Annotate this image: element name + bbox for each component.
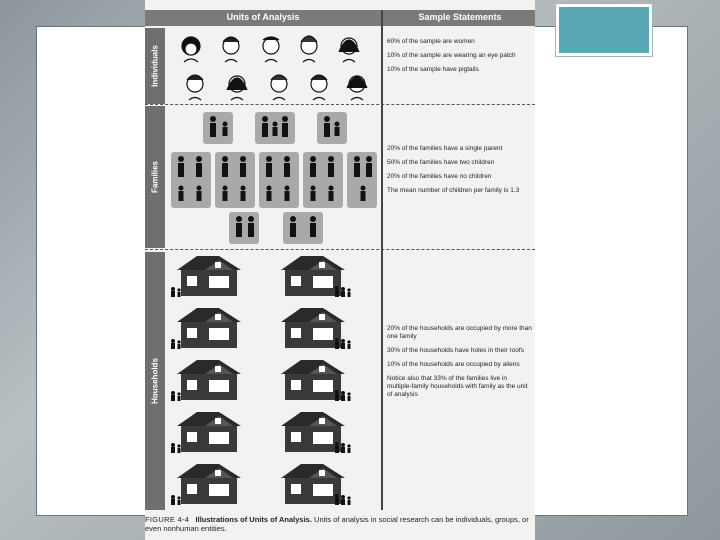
face-icon (271, 75, 287, 100)
house-icon (281, 256, 351, 297)
individuals-label: Individuals (150, 45, 160, 87)
person-icon (248, 216, 254, 237)
statement: 60% of the sample are women (387, 38, 475, 45)
statement: 50% of the families have two children (387, 159, 495, 166)
statement: 10% of the sample are wearing an eye patch (387, 52, 516, 59)
person-icon (324, 116, 330, 137)
person-icon (210, 116, 216, 137)
person-icon (266, 156, 272, 177)
section-divider (145, 104, 535, 105)
face-icon (301, 36, 317, 62)
house-icon (281, 308, 351, 349)
statement: Notice also that 33% of the families live in multiple-family households with family as the unit of analysis (387, 375, 528, 398)
statements-header: Sample Statements (418, 12, 502, 22)
person-icon (290, 216, 296, 237)
house-icon (171, 464, 241, 505)
person-icon (282, 116, 288, 137)
person-icon (335, 122, 340, 137)
households-tab (145, 252, 165, 510)
house-icon (171, 256, 241, 297)
person-icon (267, 186, 272, 202)
teal-accent-box (556, 4, 652, 56)
statement: The mean number of children per family is 1.3 (387, 187, 520, 194)
person-icon (273, 122, 278, 137)
scanned-figure (145, 0, 535, 540)
person-icon (196, 156, 202, 177)
person-icon (310, 216, 316, 237)
families-tab (145, 106, 165, 248)
family-groups (169, 110, 379, 246)
person-icon (223, 122, 228, 137)
house-icon (171, 308, 241, 349)
families-label: Families (150, 160, 160, 194)
person-icon (328, 156, 334, 177)
person-icon (284, 156, 290, 177)
household-drawings (171, 254, 379, 510)
house-icon (281, 360, 351, 401)
face-icon (347, 76, 367, 100)
person-icon (310, 156, 316, 177)
person-icon (179, 186, 184, 202)
families-statements (387, 145, 533, 201)
figure-title: Illustrations of Units of Analysis. (195, 515, 312, 524)
statement: 20% of the families have a single parent (387, 145, 503, 152)
statement: 10% of the sample have pigtails (387, 66, 479, 73)
figure-header (145, 10, 535, 26)
units-header: Units of Analysis (226, 12, 300, 22)
person-icon (361, 186, 366, 202)
face-icon (187, 75, 203, 100)
person-icon (197, 186, 202, 202)
face-icon (182, 37, 200, 62)
house-icon (171, 360, 241, 401)
households-label: Households (150, 358, 160, 404)
column-divider (381, 10, 383, 510)
person-icon (285, 186, 290, 202)
person-icon (223, 186, 228, 202)
person-icon (241, 186, 246, 202)
person-icon (236, 216, 242, 237)
person-icon (240, 156, 246, 177)
figure-caption (145, 515, 545, 533)
section-divider (145, 249, 535, 250)
face-icon (263, 37, 279, 62)
person-icon (222, 156, 228, 177)
face-icon (223, 37, 239, 62)
person-icon (329, 186, 334, 202)
households-statements (387, 325, 533, 405)
face-icon (339, 38, 359, 62)
house-icon (171, 412, 241, 453)
individuals-statements (387, 38, 533, 80)
figure-caption-text: Units of analysis in social research can be individuals, groups, or even nonhuman entities. (145, 515, 529, 533)
person-icon (354, 156, 360, 177)
statement: 20% of the households are occupied by more than one family (387, 325, 532, 340)
person-icon (262, 116, 268, 137)
statement: 20% of the families have no children (387, 173, 492, 180)
figure-number: FIGURE 4-4 (145, 515, 190, 524)
statement: 10% of the households are occupied by aliens (387, 361, 520, 368)
person-icon (178, 156, 184, 177)
person-icon (311, 186, 316, 202)
individuals-tab (145, 28, 165, 104)
face-icon (227, 76, 247, 100)
house-icon (281, 464, 351, 505)
statement: 30% of the households have holes in their roofs (387, 347, 524, 354)
face-icon (311, 75, 327, 100)
house-icon (281, 412, 351, 453)
person-icon (366, 156, 372, 177)
individual-faces (175, 30, 375, 106)
